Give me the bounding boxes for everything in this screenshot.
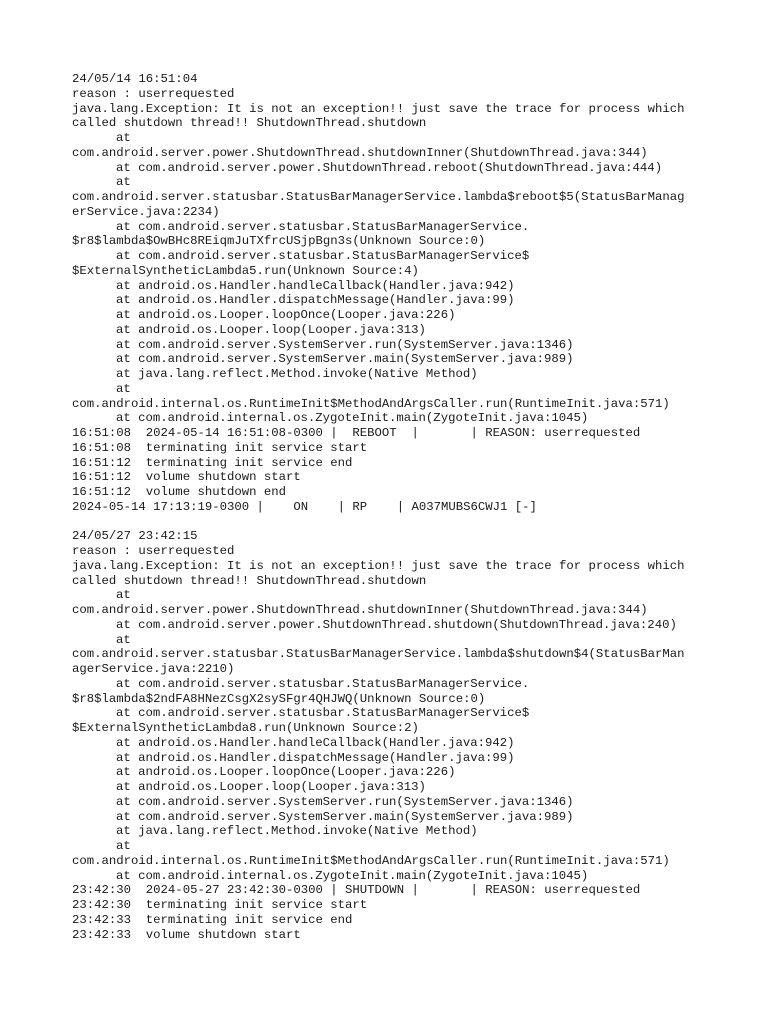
stack-frame: at [116, 632, 131, 647]
stack-frame: $r8$lambda$2ndFA8HNezCsgX2sySFgr4QHJWQ(Unknown Source:0) [72, 691, 486, 706]
stack-frame: at android.os.Handler.handleCallback(Handler.java:942) [116, 278, 515, 293]
event-line: 16:51:12 terminating init service end [72, 455, 353, 470]
stack-frame: at com.android.internal.os.ZygoteInit.main(ZygoteInit.java:1045) [116, 411, 589, 426]
stack-frame: at [116, 131, 131, 145]
log-reason: reason : userrequested [72, 86, 235, 101]
stack-frame: at com.android.server.SystemServer.run(SystemServer.java:1346) [116, 794, 574, 809]
stack-frame: erService.java:2234) [72, 204, 220, 219]
stack-frame: $ExternalSyntheticLambda8.run(Unknown Source:2) [72, 721, 419, 735]
log-timestamp: 24/05/14 16:51:04 [72, 72, 198, 86]
stack-frame: at [116, 588, 131, 603]
stack-frame: at [116, 175, 131, 190]
event-line: 16:51:08 2024-05-14 16:51:08-0300 | REBOOT | | REASON: userrequested [72, 426, 641, 440]
blank-line [72, 515, 762, 530]
stack-frame: agerService.java:2210) [72, 662, 235, 676]
event-line: 23:42:30 2024-05-27 23:42:30-0300 | SHUTDOWN | | REASON: userrequested [72, 883, 641, 898]
stack-frame: com.android.server.power.ShutdownThread.shutdownInner(ShutdownThread.java:344) [72, 145, 648, 160]
stack-frame: at android.os.Handler.dispatchMessage(Handler.java:99) [116, 750, 515, 765]
event-line: 23:42:30 terminating init service start [72, 898, 368, 912]
stack-frame: at [116, 839, 131, 853]
stack-frame: $ExternalSyntheticLambda5.run(Unknown Source:4) [72, 263, 419, 278]
stack-frame: at android.os.Looper.loopOnce(Looper.java:226) [116, 765, 456, 780]
stack-frame: at com.android.server.statusbar.StatusBarManagerService$ [116, 706, 530, 721]
exception-line: java.lang.Exception: It is not an exception!! just save the trace for process which [72, 558, 685, 573]
stack-frame: at [116, 381, 131, 396]
stack-frame: at java.lang.reflect.Method.invoke(Native Method) [116, 824, 478, 839]
stack-frame: at android.os.Looper.loop(Looper.java:313) [116, 780, 426, 794]
event-line: 23:42:33 terminating init service end [72, 912, 353, 927]
log-document [72, 72, 762, 942]
stack-frame: at com.android.internal.os.ZygoteInit.main(ZygoteInit.java:1045) [116, 868, 589, 883]
stack-frame: com.android.server.statusbar.StatusBarManagerService.lambda$shutdown$4(StatusBarMan [72, 647, 685, 662]
stack-frame: com.android.internal.os.RuntimeInit$MethodAndArgsCaller.run(RuntimeInit.java:571) [72, 396, 670, 411]
stack-frame: at android.os.Looper.loop(Looper.java:313) [116, 322, 426, 337]
stack-frame: at com.android.server.SystemServer.main(SystemServer.java:989) [116, 352, 574, 367]
event-line: 23:42:33 volume shutdown start [72, 927, 301, 942]
stack-frame: at com.android.server.SystemServer.main(SystemServer.java:989) [116, 809, 574, 824]
event-line: 16:51:12 volume shutdown start [72, 470, 301, 485]
stack-frame: com.android.internal.os.RuntimeInit$MethodAndArgsCaller.run(RuntimeInit.java:571) [72, 853, 670, 868]
stack-frame: com.android.server.statusbar.StatusBarManagerService.lambda$reboot$5(StatusBarManag [72, 190, 685, 204]
stack-frame: at com.android.server.SystemServer.run(SystemServer.java:1346) [116, 337, 574, 352]
log-timestamp: 24/05/27 23:42:15 [72, 529, 198, 544]
stack-frame: $r8$lambda$OwBHc8REiqmJuTXfrcUSjpBgn3s(Unknown Source:0) [72, 234, 486, 249]
log-reason: reason : userrequested [72, 544, 235, 558]
stack-frame: com.android.server.power.ShutdownThread.shutdownInner(ShutdownThread.java:344) [72, 603, 648, 617]
event-line: 16:51:08 terminating init service start [72, 440, 368, 455]
stack-frame: at java.lang.reflect.Method.invoke(Native Method) [116, 367, 478, 381]
stack-frame: at android.os.Handler.handleCallback(Handler.java:942) [116, 735, 515, 750]
stack-frame: at com.android.server.statusbar.StatusBarManagerService. [116, 676, 530, 691]
exception-line: called shutdown thread!! ShutdownThread.shutdown [72, 116, 427, 131]
stack-frame: at com.android.server.power.ShutdownThread.shutdown(ShutdownThread.java:240) [116, 617, 677, 632]
stack-frame: at android.os.Looper.loopOnce(Looper.java:226) [116, 308, 456, 322]
stack-frame: at com.android.server.statusbar.StatusBarManagerService$ [116, 249, 530, 263]
stack-frame: at com.android.server.statusbar.StatusBarManagerService. [116, 219, 530, 234]
event-line: 16:51:12 volume shutdown end [72, 485, 287, 499]
stack-frame: at com.android.server.power.ShutdownThread.reboot(ShutdownThread.java:444) [116, 160, 663, 175]
exception-line: called shutdown thread!! ShutdownThread.shutdown [72, 573, 427, 588]
exception-line: java.lang.Exception: It is not an exception!! just save the trace for process which [72, 101, 685, 116]
stack-frame: at android.os.Handler.dispatchMessage(Handler.java:99) [116, 293, 515, 308]
event-line: 2024-05-14 17:13:19-0300 | ON | RP | A037MUBS6CWJ1 [-] [72, 499, 537, 514]
